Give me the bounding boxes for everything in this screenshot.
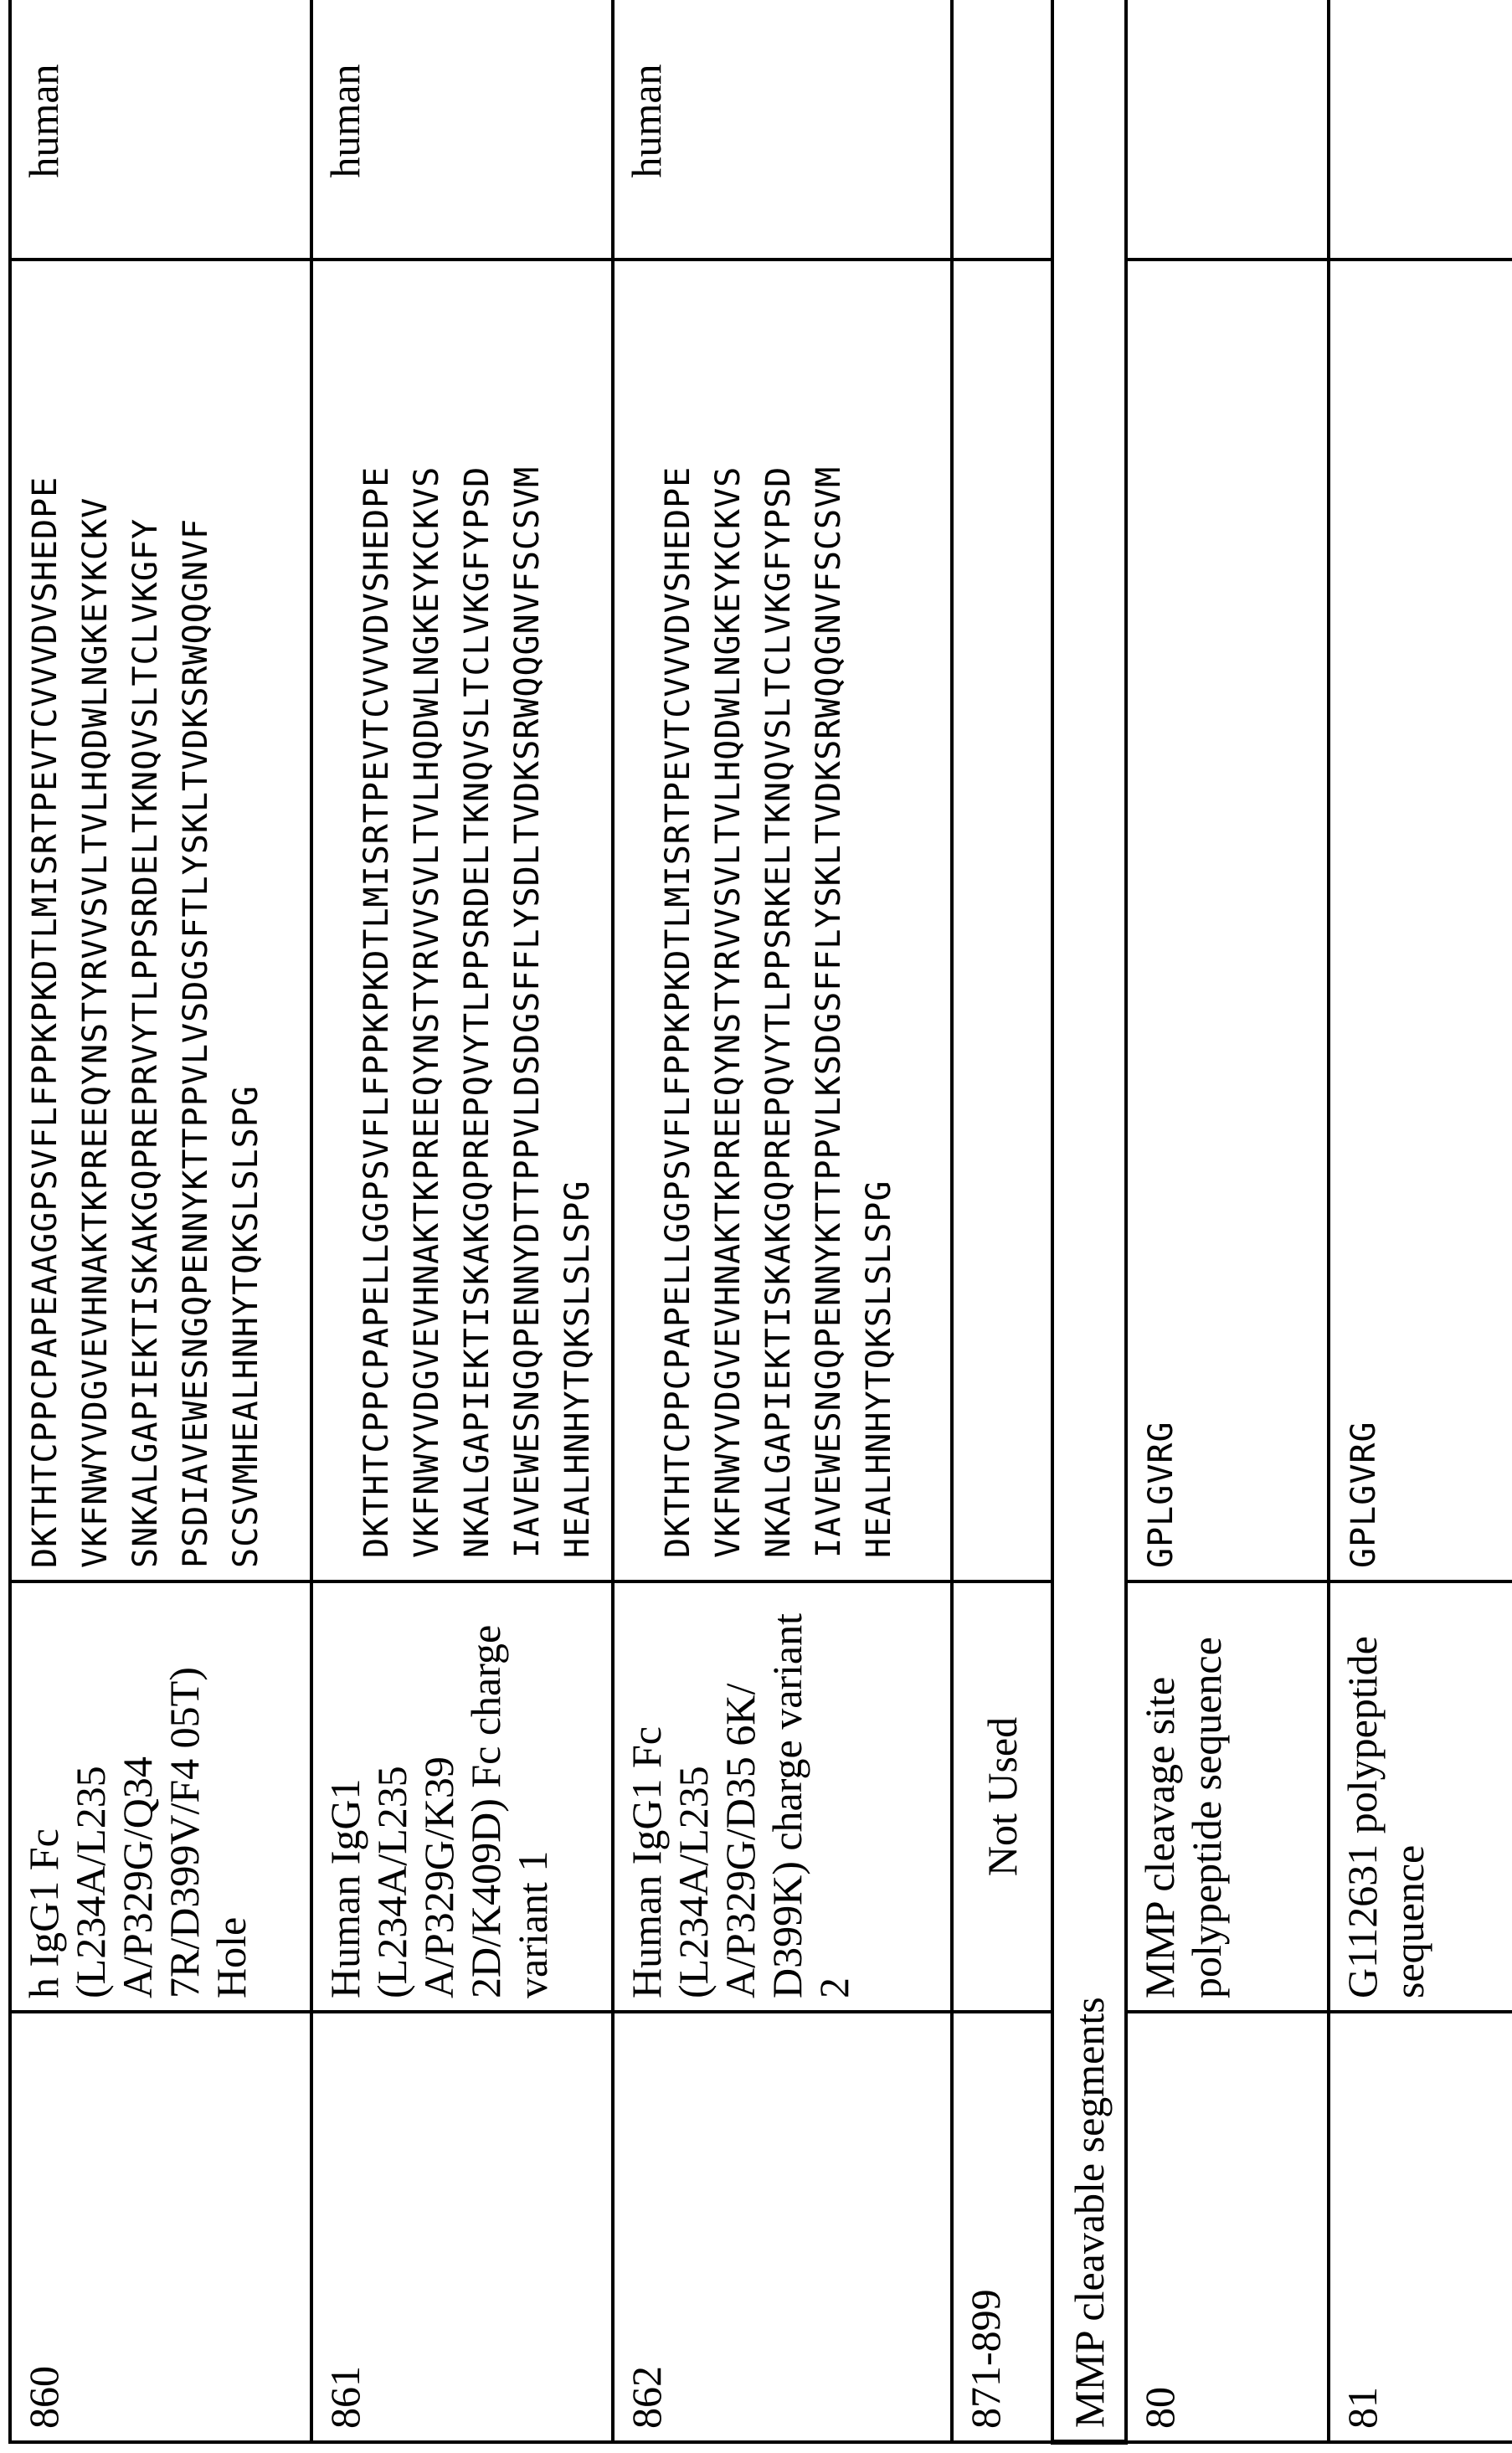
sequence-line: SNKALGAPIEKTISKAKGQPREPRVYTLPPSRDELTKNQVSLTCLVKGFY	[126, 517, 165, 1568]
sequence-line: IAVEWESNGQPENNYKTTPPVLKSDGSFFLYSKLTVDKSRWQQGNVFSCSVM	[810, 465, 848, 1558]
sequence-block	[321, 273, 603, 1568]
description-cell: G112631 polypeptide sequence	[1329, 1581, 1512, 2012]
sequence-cell	[613, 260, 952, 1581]
seq-id-cell: 871-899	[952, 2012, 1052, 2442]
sequence-cell	[952, 260, 1052, 1581]
table-row	[613, 0, 952, 2442]
section-header: MMP cleavable segments	[1052, 0, 1126, 2442]
sequence-cell	[1126, 260, 1329, 1581]
sequence-table	[8, 0, 1512, 2445]
sequence-line: GPLGVRG	[1345, 1421, 1383, 1568]
sequence-cell	[311, 260, 613, 1581]
section-header-row	[1052, 0, 1126, 2442]
description-cell: Human IgG1 Fc (L234A/L235 A/P329G/D35 6K/ D399K) charge variant 2	[613, 1581, 952, 2012]
table-row	[311, 0, 613, 2442]
species-cell: human	[10, 0, 311, 260]
sequence-line: NKALGAPIEKTISKAKGQPREPQVYTLPPSRDELTKNQVSLTCLVKGFYPSD	[458, 465, 496, 1558]
species-cell	[952, 0, 1052, 260]
table-row	[952, 0, 1052, 2442]
sequence-line: VKFNWYVDGVEVHNAKTKPREEQYNSTYRVVSVLTVLHQDWLNGKEYKCKVS	[709, 465, 748, 1558]
seq-id-cell: 860	[10, 2012, 311, 2442]
sequence-line: DKTHTCPPCPAPELLGGPSVFLFPPKPKDTLMISRTPEVTCVVVDVSHEDPE	[659, 465, 697, 1558]
sequence-cell	[10, 260, 311, 1581]
sequence-block	[623, 273, 904, 1568]
species-cell: human	[613, 0, 952, 260]
table-row	[10, 0, 311, 2442]
description-cell: MMP cleavage site polypeptide sequence	[1126, 1581, 1329, 2012]
sequence-line: PSDIAVEWESNGQPENNYKTTPPVLVSDGSFTLYSKLTVDKSRWQQGNVF	[177, 517, 215, 1568]
sequence-line: GPLGVRG	[1142, 1421, 1180, 1568]
seq-id-cell: 80	[1126, 2012, 1329, 2442]
sequence-line: DKTHTCPPCPAPELLGGPSVFLFPPKPKDTLMISRTPEVTCVVVDVSHEDPE	[357, 465, 396, 1558]
sequence-cell	[1329, 260, 1512, 1581]
description-cell: h IgG1 Fc (L234A/L235 A/P329G/Q34 7R/D399V/F4 05T) Hole	[10, 1581, 311, 2012]
seq-id-cell: 81	[1329, 2012, 1512, 2442]
sequence-line: HEALHNHYTQKSLSLSPG	[860, 1180, 898, 1558]
species-cell: human	[311, 0, 613, 260]
description-cell: Human IgG1 (L234A/L235 A/P329G/K39 2D/K409D) Fc charge variant 1	[311, 1581, 613, 2012]
seq-id-cell: 862	[613, 2012, 952, 2442]
sequence-line: VKFNWYVDGVEVHNAKTKPREEQYNSTYRVVSVLTVLHQDWLNGKEYKCKVS	[408, 465, 446, 1558]
sequence-line: HEALHNHYTQKSLSLSPG	[558, 1180, 597, 1558]
sequence-line: VKFNWYVDGVEVHNAKTKPREEQYNSTYRVVSVLTVLHQDWLNGKEYKCKV	[76, 496, 115, 1568]
seq-id-cell: 861	[311, 2012, 613, 2442]
sequence-line: IAVEWESNGQPENNYDTTPPVLDSDGSFFLYSDLTVDKSRWQQGNVFSCSVM	[508, 465, 547, 1558]
description-cell: Not Used	[952, 1581, 1052, 2012]
species-cell	[1329, 0, 1512, 260]
sequence-line: SCSVMHEALHNHYTQKSLSLSPG	[227, 1085, 265, 1568]
sequence-line: NKALGAPIEKTISKAKGQPREPQVYTLPPSRKELTKNQVSLTCLVKGFYPSD	[759, 465, 798, 1558]
table-row	[1126, 0, 1329, 2442]
table-row	[1329, 0, 1512, 2442]
sequence-line: DKTHTCPPCPAPEAAGGPSVFLFPPKPKDTLMISRTPEVTCVVVDVSHEDPE	[26, 476, 64, 1568]
species-cell	[1126, 0, 1329, 260]
